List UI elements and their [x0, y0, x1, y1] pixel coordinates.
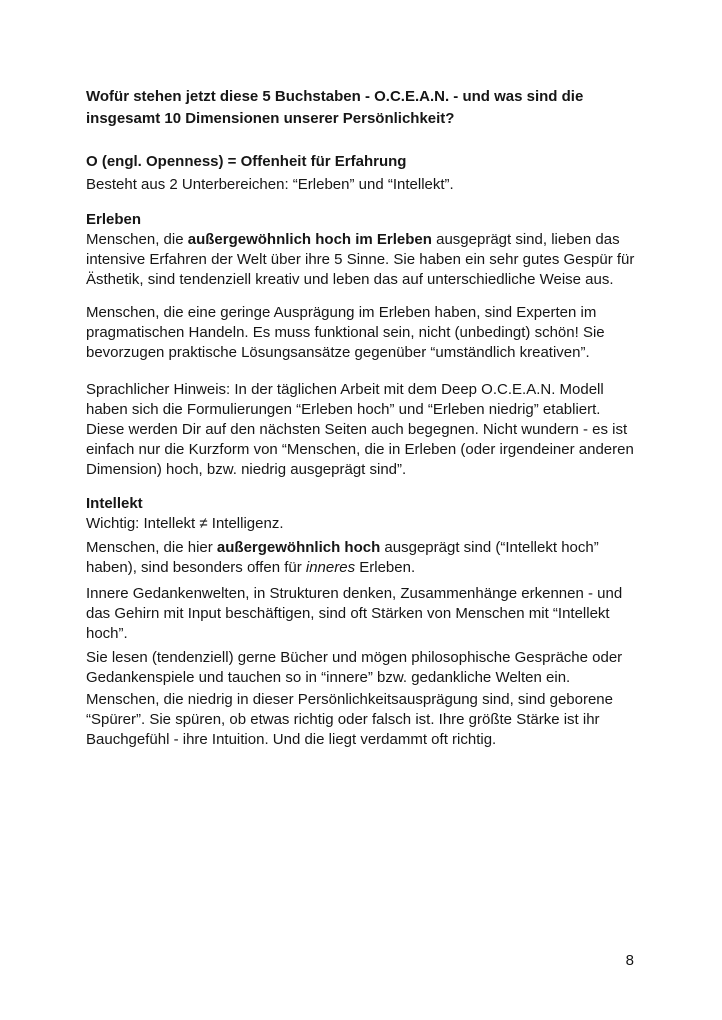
text-run: ausgeprägt sind (“Intellekt hoch” haben), sind besonders offen für — [86, 539, 599, 576]
text-run: Erleben. — [355, 559, 416, 576]
openness-subtitle: Besteht aus 2 Unterbereichen: “Erleben” und “Intellekt”. — [86, 176, 454, 193]
text-run-bold: außergewöhnlich hoch — [216, 539, 381, 556]
text-run-italic: inneres — [305, 559, 356, 576]
page-number: 8 — [625, 952, 634, 969]
intellekt-heading: Intellekt — [86, 495, 143, 512]
intellekt-important-note: Wichtig: Intellekt ≠ Intelligenz. — [86, 515, 284, 532]
text-run: ausgeprägt sind, lieben das intensive Erfahren der Welt über ihre 5 Sinne. Sie haben ein sehr gutes Gespür für Ästhetik, sind tendenziell kreativ und leben das auf unterschiedliche Weise aus. — [86, 231, 635, 288]
text-run: Menschen, die hier — [86, 539, 217, 556]
page-heading: Wofür stehen jetzt diese 5 Buchstaben - O.C.E.A.N. - und was sind die insgesamt 10 Dimensionen unserer Persönlichkeit? — [86, 88, 584, 127]
text-run: Menschen, die — [86, 231, 188, 248]
intellekt-paragraph-high — [86, 538, 636, 578]
erleben-heading: Erleben — [86, 211, 142, 228]
intellekt-paragraph-strengths: Innere Gedankenwelten, in Strukturen denken, Zusammenhänge erkennen - und das Gehirn mit Input beschäftigen, sind oft Stärken von Menschen mit “Intellekt hoch”. — [86, 585, 623, 642]
openness-section-title: O (engl. Openness) = Offenheit für Erfahrung — [86, 153, 407, 170]
erleben-paragraph-low: Menschen, die eine geringe Ausprägung im Erleben haben, sind Experten im pragmatischen Handeln. Es muss funktional sein, nicht (unbedingt) schön! Sie bevorzugen praktische Lösungsansätze gegenüber “umständlich kreativen”. — [86, 304, 605, 361]
intellekt-paragraph-reading: Sie lesen (tendenziell) gerne Bücher und mögen philosophische Gespräche oder Gedankenspiele und tauchen so in “innere” bzw. gedankliche Welten ein. — [86, 649, 623, 686]
erleben-paragraph-high — [86, 230, 636, 290]
erleben-language-note: Sprachlicher Hinweis: In der täglichen Arbeit mit dem Deep O.C.E.A.N. Modell haben sich die Formulierungen “Erleben hoch” und “Erleben niedrig” etabliert. Diese werden Dir auf den nächsten Seiten auch begegnen. Nicht wundern - es ist einfach nur die Kurzform von “Menschen, die in Erleben (oder irgendeiner anderen Dimension) hoch, bzw. niedrig ausgeprägt sind”. — [86, 381, 634, 478]
intellekt-paragraph-low: Menschen, die niedrig in dieser Persönlichkeitsausprägung sind, sind geborene “Spürer”. Sie spüren, ob etwas richtig oder falsch ist. Ihre größte Stärke ist ihr Bauchgefühl - ihre Intuition. Und die liegt verdammt oft richtig. — [86, 691, 613, 748]
text-run-bold: außergewöhnlich hoch im Erleben — [187, 231, 432, 248]
